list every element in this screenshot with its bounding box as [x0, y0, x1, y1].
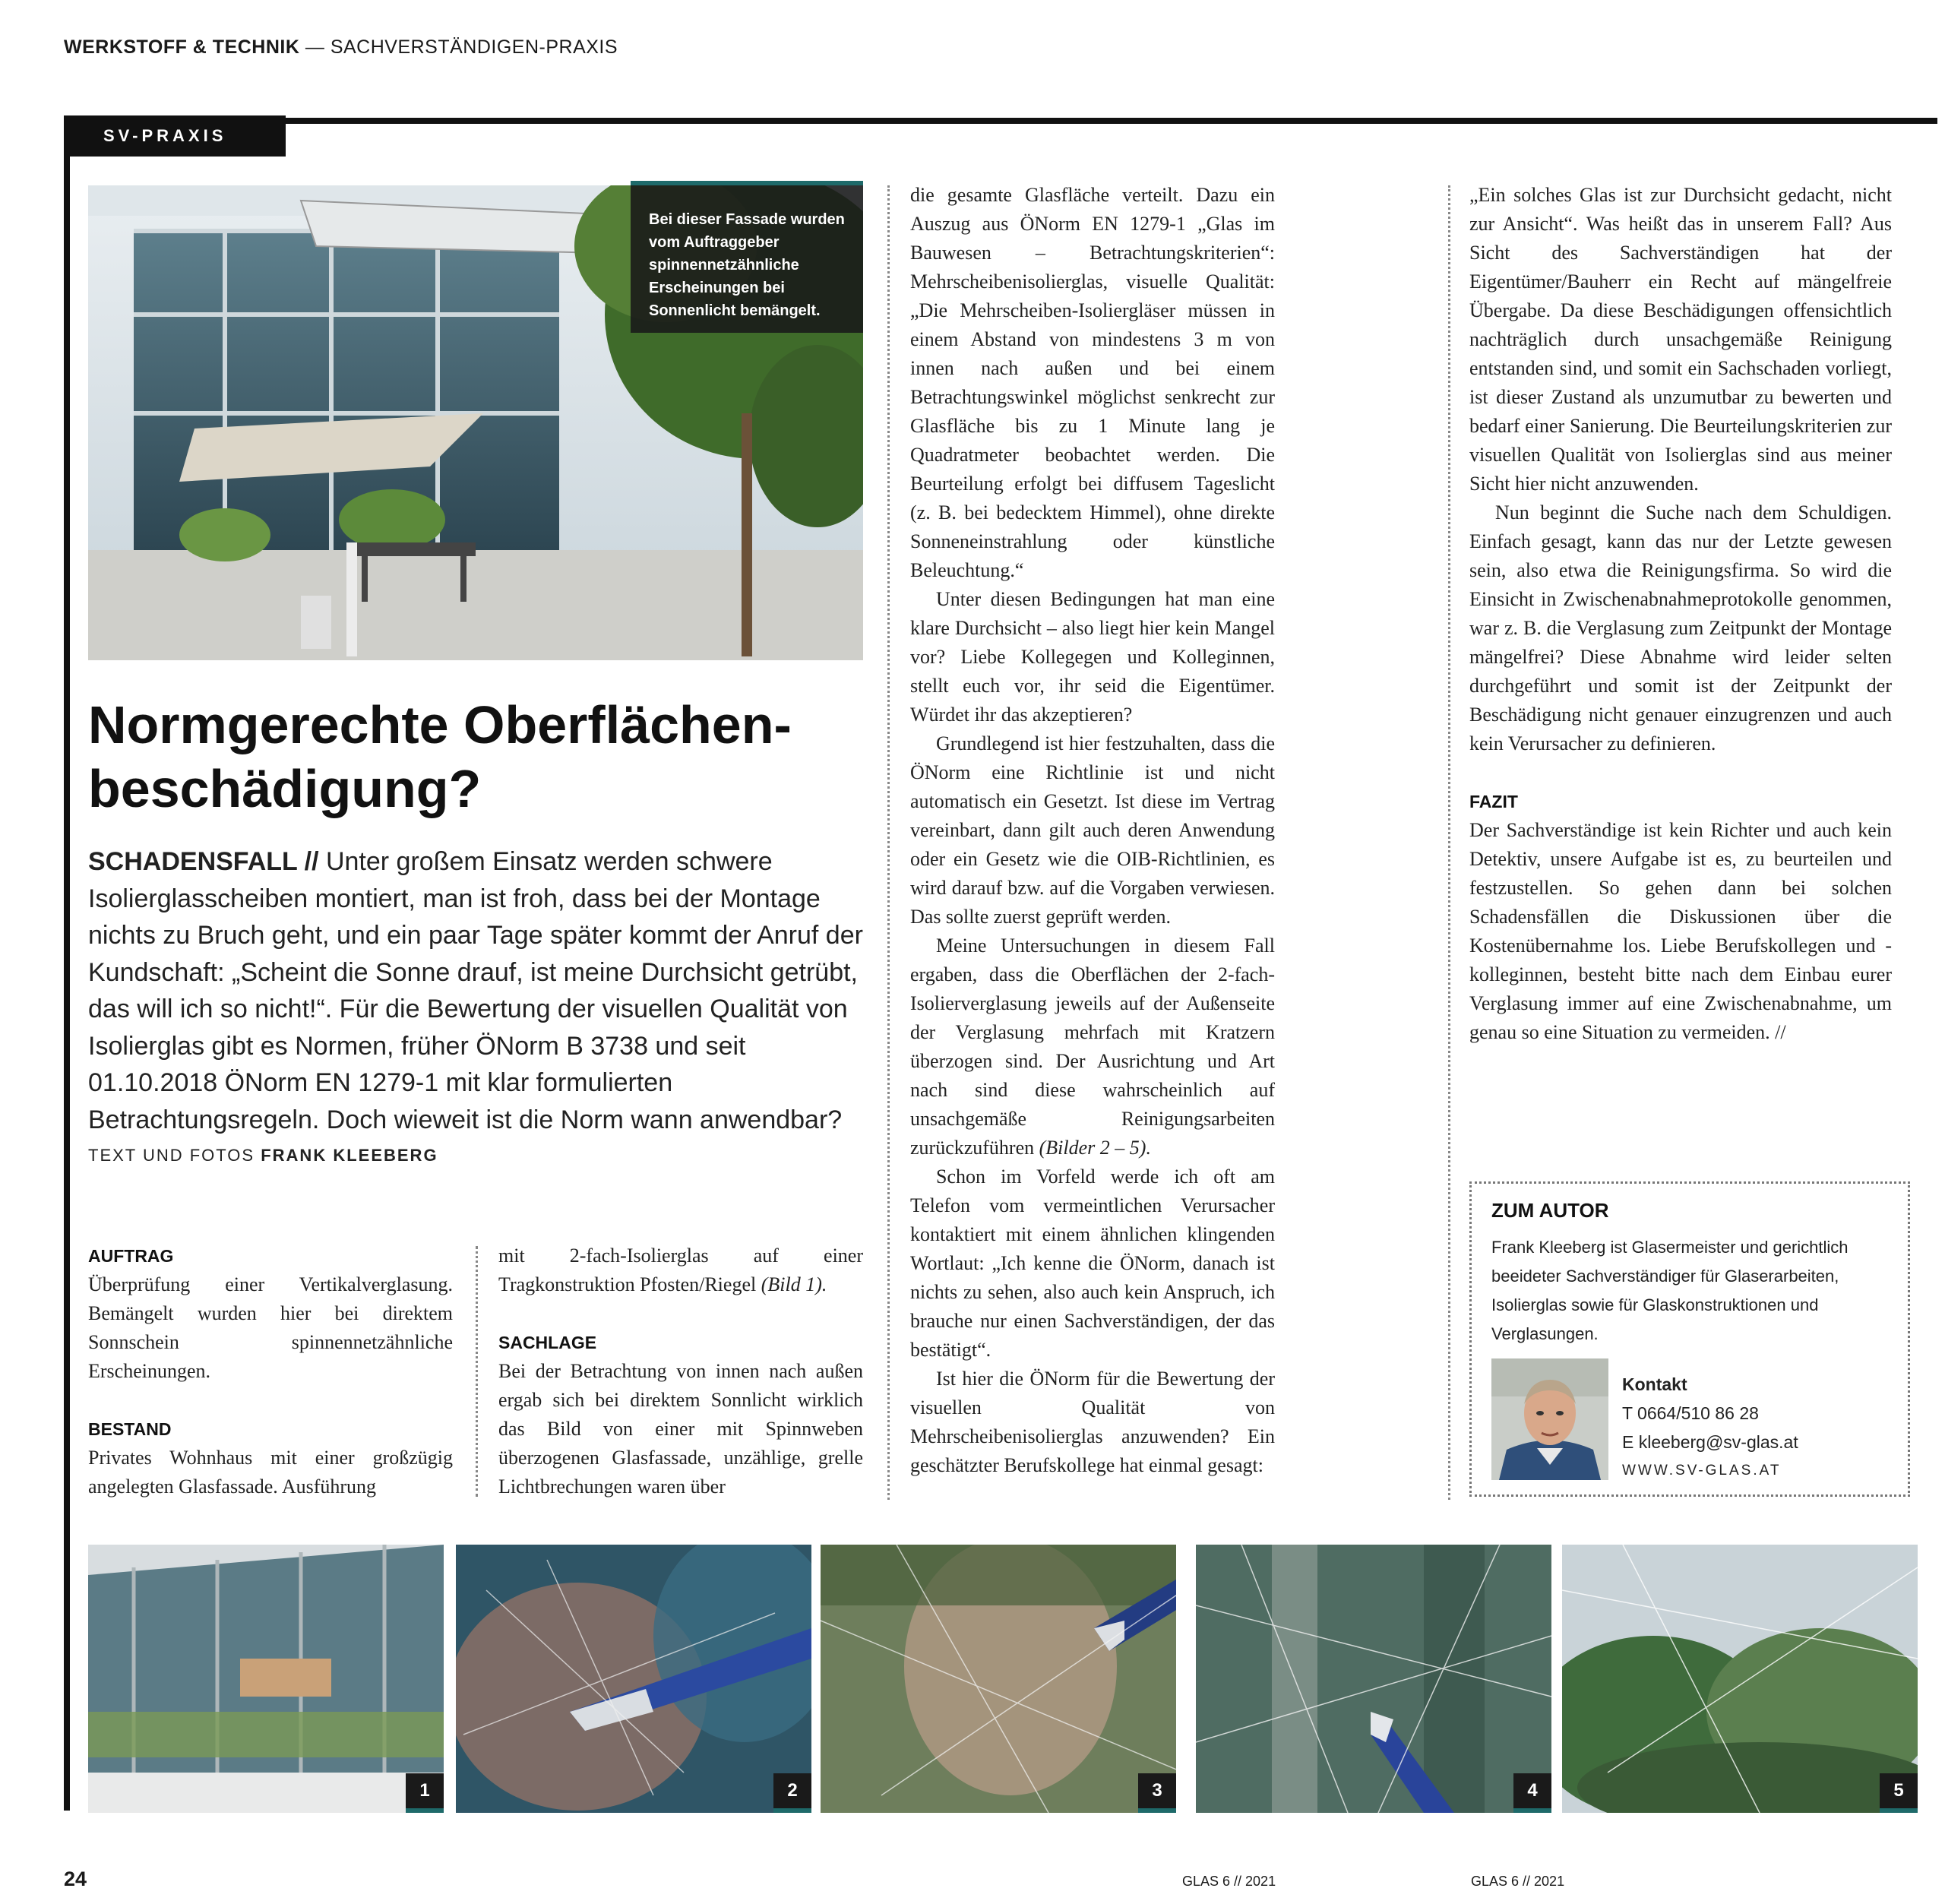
contact-phone: T 0664/510 86 28 [1622, 1403, 1759, 1423]
subsection-title: — SACHVERSTÄNDIGEN-PRAXIS [305, 36, 618, 58]
paragraph: Unter diesen Bedingungen hat man eine klare Durchsicht – also liegt hier kein Mangel vor? Liebe Kollegegen und Kolleginnen, stellt euch vor, ihr seid die Eigentümer. Würdet ihr das akzeptieren? [910, 588, 1275, 726]
figure-number: 3 [1138, 1773, 1176, 1813]
column-divider [1448, 185, 1450, 1500]
running-head [64, 36, 618, 59]
paragraph: Grundlegend ist hier festzuhalten, dass die ÖNorm eine Richtlinie ist und nicht automatisch ein Gesetzt. Ist diese im Vertrag vereinbart, dann gilt auch deren Anwendung oder ein Gesetz wie die OIB-Richtlinien, es wird darauf bzw. auf die Vorgaben verwiesen. Das sollte zuerst geprüft werden. [910, 732, 1275, 928]
column-divider [476, 1246, 478, 1497]
lead-paragraph [88, 843, 871, 1138]
issue-footer-left: GLAS 6 // 2021 [1182, 1874, 1276, 1889]
figure-number: 4 [1513, 1773, 1551, 1813]
paragraph-continued [498, 1241, 863, 1299]
author-portrait [1491, 1358, 1608, 1480]
author-box-title: ZUM AUTOR [1491, 1199, 1609, 1222]
hero-caption: Bei dieser Fassade wurden vom Auftraggeber spinnennetzähnliche Erscheinungen bei Sonnenlicht bemängelt. [631, 181, 863, 333]
author-contact [1622, 1370, 1798, 1485]
scratch-photo-2 [456, 1545, 811, 1813]
contact-label: Kontakt [1622, 1374, 1687, 1394]
body-column-4 [1469, 181, 1892, 1047]
author-box [1469, 1181, 1910, 1497]
body-column-3 [910, 181, 1275, 1480]
figure-4 [1196, 1545, 1551, 1813]
subhead-bestand: BESTAND [88, 1419, 172, 1439]
byline-author: FRANK KLEEBERG [261, 1146, 438, 1165]
headline-line-1: Normgerechte Oberflächen- [88, 695, 792, 754]
page-number: 24 [64, 1868, 87, 1890]
paragraph: Ist hier die ÖNorm für die Bewertung der visuellen Qualität von Mehrscheibenisolierglas anzuwenden? Ein geschätzter Berufskollege hat einmal gesagt: [910, 1368, 1275, 1476]
contact-website[interactable]: WWW.SV-GLAS.AT [1622, 1463, 1782, 1479]
body-column-1 [88, 1241, 453, 1501]
author-bio: Frank Kleeberg ist Glasermeister und gerichtlich beeideter Sachverständiger für Glaserarbeiten, Isolierglas sowie für Glaskonstruktionen und Verglasungen. [1491, 1238, 1849, 1343]
paragraph-continued-text: mit 2-fach-Isolierglas auf einer Tragkonstruktion Pfosten/Riegel [498, 1245, 863, 1295]
section-label: SV-PRAXIS [64, 115, 286, 157]
figure-2 [456, 1545, 811, 1813]
paragraph-sachlage: Bei der Betrachtung von innen nach außen ergab sich bei direktem Sonnlicht wirklich das Bild von einer mit Spinnweben überzogenen Glasfassade, unzählige, grelle Lichtbrechungen waren über [498, 1360, 863, 1498]
issue-footer-right: GLAS 6 // 2021 [1471, 1874, 1565, 1889]
subhead-fazit: FAZIT [1469, 792, 1518, 811]
subhead-auftrag: AUFTRAG [88, 1246, 174, 1266]
headline-line-2: beschädigung? [88, 759, 482, 818]
paragraph-auftrag: Überprüfung einer Vertikalverglasung. Bemängelt wurden hier bei direktem Sonnschein spinnennetzähnliche Erscheinungen. [88, 1273, 453, 1382]
facade-photo-1 [88, 1545, 444, 1813]
paragraph: Schon im Vorfeld werde ich oft am Telefon vom vermeintlichen Verursacher kontaktiert mit einem ähnlichen klingenden Wortlaut: „Ich kenne die ÖNorm, danach ist nichts zu sehen, also auch kein Anspruch, ich brauche nur einen Sachverständigen, der das bestätigt“. [910, 1165, 1275, 1361]
subhead-sachlage: SACHLAGE [498, 1333, 597, 1352]
figure-ref-1: (Bild 1). [756, 1273, 827, 1295]
scratch-photo-3 [821, 1545, 1176, 1813]
paragraph: „Ein solches Glas ist zur Durchsicht gedacht, nicht zur Ansicht“. Was heißt das in unserem Fall? Aus Sicht des Sachverständigen hat der Eigentümer/Bauherr ein Recht auf mängelfreie Übergabe. Da diese Beschädigungen offensichtlich nachträglich durch unsachgemäße Reinigung entstanden sind, und somit ein Sachschaden vorliegt, ist dieser Zustand als unzumutbar zu bewerten und bedarf einer Sanierung. Die Beurteilungskriterien zur visuellen Qualität von Isolierglas sind aus meiner Sicht hier nicht anzuwenden. [1469, 184, 1892, 495]
byline [88, 1146, 438, 1165]
figure-3 [821, 1545, 1176, 1813]
figure-number: 5 [1880, 1773, 1918, 1813]
figure-number: 2 [773, 1773, 811, 1813]
figure-ref-2-5: (Bilder 2 – 5). [1034, 1137, 1151, 1159]
paragraph-bestand: Privates Wohnhaus mit einer großzügig angelegten Glasfassade. Ausführung [88, 1447, 453, 1498]
section-rule [64, 118, 1937, 124]
scratch-photo-5 [1562, 1545, 1918, 1813]
byline-prefix: TEXT UND FOTOS [88, 1146, 255, 1165]
body-column-2 [498, 1241, 863, 1501]
portrait-image [1491, 1358, 1608, 1480]
column-divider [887, 185, 890, 1500]
scratch-photo-4 [1196, 1545, 1551, 1813]
paragraph: Nun beginnt die Suche nach dem Schuldigen. Einfach gesagt, kann das nur der Letzte gewesen sein, also etwa die Reinigungsfirma. So wird die Einsicht in Zwischenabnahmeprotokolle genommen, war z. B. die Verglasung zum Zeitpunkt der Montage mängelfrei? Diese Abnahme wird leider selten durchgeführt und somit ist der Zeitpunkt der Beschädigung nicht genauer einzugrenzen und auch kein Verursacher zu definieren. [1469, 501, 1892, 754]
paragraph: die gesamte Glasfläche verteilt. Dazu ein Auszug aus ÖNorm EN 1279-1 „Glas im Bauwesen – Betrachtungskriterien“: Mehrscheibenisolierglas, visuelle Qualität: „Die Mehrscheiben-Isoliergläser müssen in einem Abstand von mindestens 3 m von innen nach außen und bei einem Betrachtungswinkel möglichst senkrecht zur Glasfläche bis zu 1 Minute lang je Quadratmeter beobachtet werden. Die Beurteilung erfolgt bei diffusem Tageslicht (z. B. bei bedecktem Himmel), ohne direkte Sonneneinstrahlung oder künstliche Beleuchtung.“ [910, 184, 1275, 581]
paragraph-text: Meine Untersuchungen in diesem Fall ergaben, dass die Oberflächen der 2-fach-Isolierverglasung jeweils auf der Außenseite der Verglasung mehrfach mit Kratzern überzogen sind. Der Ausrichtung und Art nach sind diese wahrscheinlich auf unsachgemäße Reinigungsarbeiten zurückzuführen [910, 935, 1275, 1159]
left-rule [64, 118, 70, 1811]
contact-email[interactable]: E kleeberg@sv-glas.at [1622, 1432, 1798, 1452]
figure-1 [88, 1545, 444, 1813]
headline [88, 693, 863, 821]
paragraph [910, 931, 1275, 1162]
lead-text: Unter großem Einsatz werden schwere Isolierglasscheiben montiert, man ist froh, dass bei der Montage nichts zu Bruch geht, und ein paar Tage später kommt der Anruf der Kundschaft: „Scheint die Sonne drauf, ist meine Durchsicht getrübt, das will ich so nicht!“. Für die Bewertung der visuellen Qualität von Isolierglas gibt es Normen, früher ÖNorm B 3738 und seit 01.10.2018 ÖNorm EN 1279-1 mit klar formulierten Betrachtungsregeln. Doch wieweit ist die Norm wann anwendbar? [88, 847, 863, 1134]
lead-kicker: SCHADENSFALL // [88, 847, 319, 876]
figure-number: 1 [406, 1773, 444, 1813]
section-title: WERKSTOFF & TECHNIK [64, 36, 300, 58]
figure-5 [1562, 1545, 1918, 1813]
paragraph-fazit: Der Sachverständige ist kein Richter und auch kein Detektiv, unsere Aufgabe ist es, zu beurteilen und festzustellen. So gehen dann bei solchen Schadensfällen die Diskussionen über die Kostenübernahme los. Liebe Berufskollegen und -kolleginnen, besteht bitte nach dem Einbau eurer Verglasung immer auf eine Zwischenabnahme, um genau so eine Situation zu vermeiden. // [1469, 819, 1892, 1043]
